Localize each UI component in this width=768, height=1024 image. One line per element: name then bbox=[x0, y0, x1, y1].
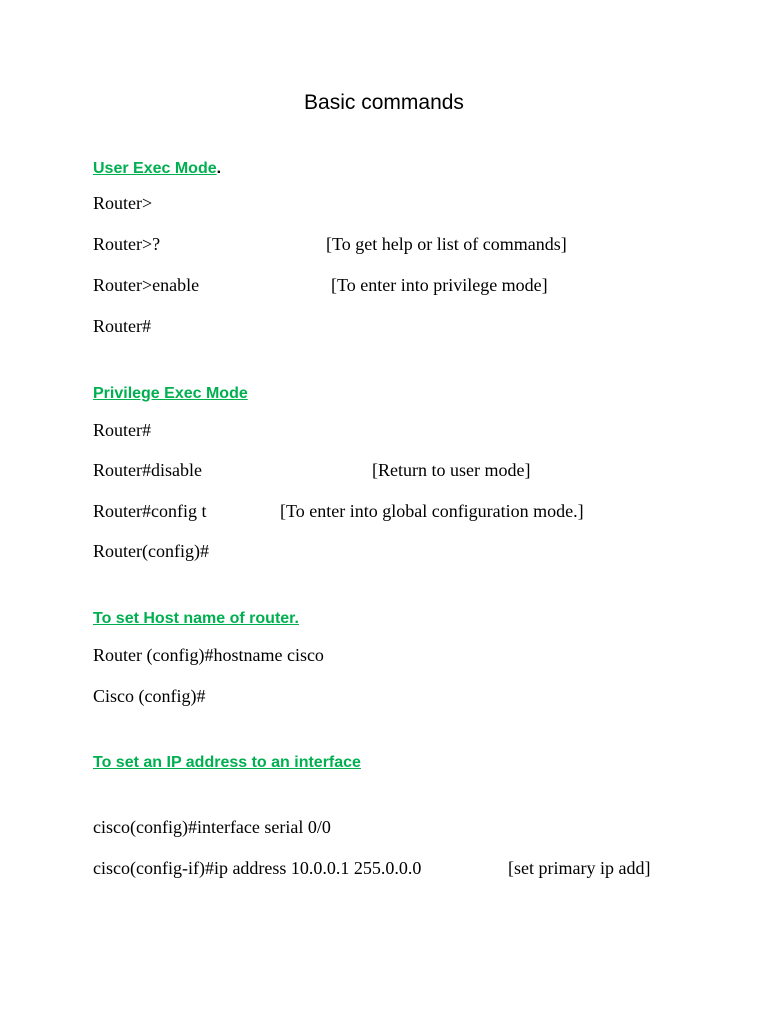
command-line: Router>? bbox=[93, 234, 161, 254]
section-heading-suffix: . bbox=[216, 160, 222, 177]
section-heading-hostname bbox=[93, 608, 299, 630]
command-line: Router#config t bbox=[93, 501, 207, 521]
command-line: Router#disable bbox=[93, 460, 202, 480]
command-line: Router(config)# bbox=[93, 541, 209, 561]
section-heading-text: User Exec Mode bbox=[93, 160, 217, 177]
command-line: cisco(config)#interface serial 0/0 bbox=[93, 817, 331, 837]
command-line: Router>enable bbox=[93, 275, 200, 295]
section-heading-text: Privilege Exec Mode bbox=[93, 385, 248, 402]
command-line: Router# bbox=[93, 316, 151, 336]
command-line: Router (config)#hostname cisco bbox=[93, 645, 324, 665]
command-note: [Return to user mode] bbox=[372, 460, 531, 480]
command-note: [To get help or list of commands] bbox=[326, 234, 567, 254]
command-note: [To enter into privilege mode] bbox=[331, 275, 548, 295]
section-heading-user-exec bbox=[93, 158, 221, 180]
command-line: Router> bbox=[93, 193, 153, 213]
section-heading-ip-address bbox=[93, 752, 361, 774]
command-line: Router# bbox=[93, 420, 151, 440]
page-title: Basic commands bbox=[304, 91, 464, 114]
section-heading-text: To set an IP address to an interface bbox=[93, 754, 361, 771]
command-note: [To enter into global configuration mode.] bbox=[280, 501, 584, 521]
section-heading-text: To set Host name of router. bbox=[93, 610, 299, 627]
command-line: cisco(config-if)#ip address 10.0.0.1 255.0.0.0 bbox=[93, 858, 422, 878]
command-note: [set primary ip add] bbox=[508, 858, 651, 878]
section-heading-privilege-exec bbox=[93, 383, 248, 405]
command-line: Cisco (config)# bbox=[93, 686, 206, 706]
